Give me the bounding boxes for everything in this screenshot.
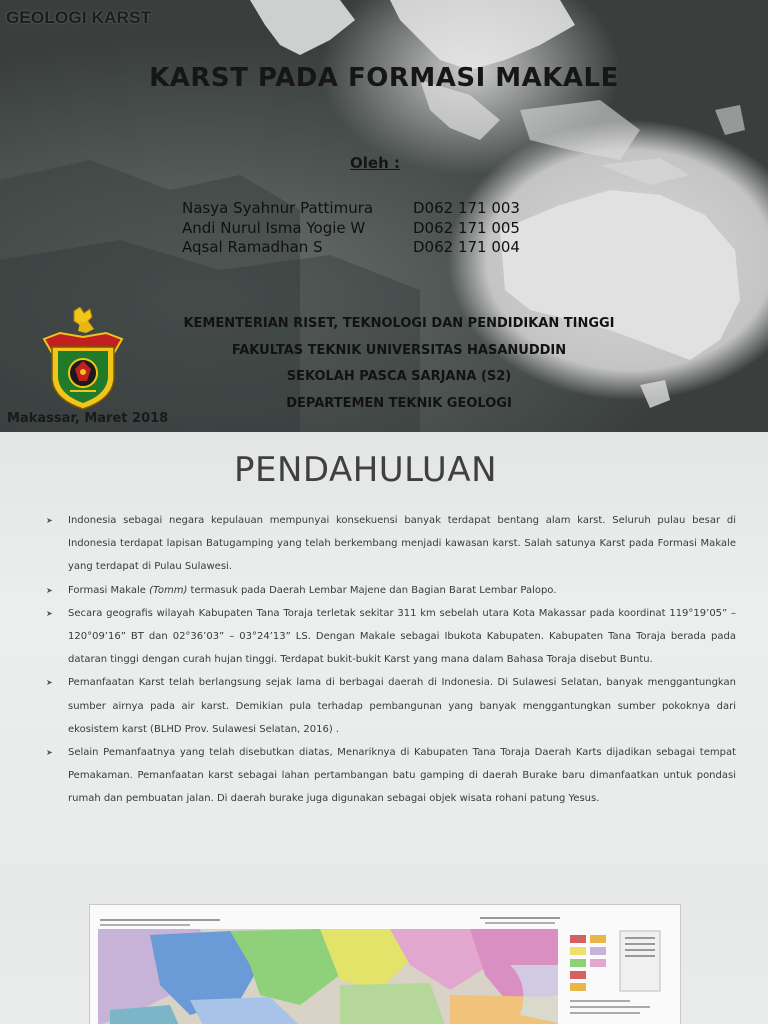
presentation-title: KARST PADA FORMASI MAKALE: [149, 63, 619, 93]
author-list: [182, 199, 520, 258]
slide-heading: PENDAHULUAN: [233, 450, 498, 490]
by-label: Oleh :: [350, 154, 400, 172]
geological-map-image: [89, 904, 681, 1024]
list-item: [46, 741, 736, 811]
arrow-bullet-icon: ➤: [46, 608, 53, 618]
author-name: Andi Nurul Isma Yogie W: [182, 218, 366, 237]
author-id: D062 171 003: [413, 199, 520, 217]
bullet-text: Selain Pemanfaatnya yang telah disebutkan diatas, Menariknya di Kabupaten Tana Toraja Daerah Karts dijadikan sebagai tempat Pemakaman. Pemanfaatan karst sebagai lahan pertambangan batu gamping di daerah Burake baru dimanfaatkan untuk pondasi rumah dan pembuatan jalan. Di daerah burake juga digunakan sebagai objek wisata rohani patung Yesus.: [68, 747, 736, 805]
bullet-text: Indonesia sebagai negara kepulauan mempunyai konsekuensi banyak terdapat bentang alam karst. Seluruh pulau besar di Indonesia terdapat lapisan Batugamping yang telah berkembang menjadi kawasan karst. Salah satunya Karst pada Formasi Makale yang terdapat di Pulau Sulawesi.: [68, 515, 736, 573]
department-name: DEPARTEMEN TEKNIK GEOLOGI: [286, 395, 512, 411]
author-name: Nasya Syahnur Pattimura: [182, 199, 374, 217]
list-item: [46, 671, 736, 741]
list-item: [46, 602, 736, 672]
author-id: D062 171 004: [413, 238, 520, 256]
arrow-bullet-icon: ➤: [46, 748, 53, 758]
institution-block: [160, 311, 638, 417]
bullet-text: Formasi Makale (Tomm) termasuk pada Daerah Lembar Majene dan Bagian Barat Lembar Palopo.: [68, 584, 557, 596]
formation-code: (Tomm): [149, 584, 188, 596]
arrow-bullet-icon: ➤: [46, 585, 53, 595]
faculty-name: FAKULTAS TEKNIK UNIVERSITAS HASANUDDIN: [231, 342, 567, 358]
bullet-text: Secara geografis wilayah Kabupaten Tana Toraja terletak sekitar 311 km sebelah utara Kota Makassar pada koordinat 119°19’05” – 120°09’16” BT dan 02°36’03” – 03°24’13” LS. Dengan Makale sebagai Ibukota Kabupaten. Kabupaten Tana Toraja berada pada dataran tinggi dengan curah hujan tinggi. Terdapat bukit-bukit Karst yang mana dalam Bahasa Toraja disebut Buntu.: [68, 607, 736, 666]
school-name: SEKOLAH PASCA SARJANA (S2): [286, 369, 512, 384]
ministry-name: KEMENTERIAN RISET, TEKNOLOGI DAN PENDIDIKAN TINGGI: [183, 316, 615, 331]
city-date: Makassar, Maret 2018: [7, 411, 169, 426]
list-item: [46, 579, 736, 602]
course-title: GEOLOGI KARST: [6, 8, 152, 27]
arrow-bullet-icon: ➤: [46, 516, 53, 525]
author-id: D062 171 005: [413, 218, 520, 237]
author-row: [182, 199, 520, 219]
list-item: [46, 509, 736, 579]
bullet-list: [46, 509, 736, 811]
author-name: Aqsal Ramadhan S: [182, 238, 323, 256]
title-slide: [0, 0, 768, 432]
geological-map-graphic: [90, 905, 680, 1024]
university-emblem-icon: [40, 307, 126, 411]
author-row: [182, 219, 520, 239]
arrow-bullet-icon: ➤: [46, 678, 53, 688]
introduction-slide: [0, 432, 768, 864]
author-row: [182, 238, 520, 258]
map-slide: [0, 864, 768, 1024]
bullet-text: Pemanfaatan Karst telah berlangsung sejak lama di berbagai daerah di Indonesia. Di Sulawesi Selatan, banyak menggantungkan sumber airnya pada air karst. Demikian pula terhadap pembangunan yang banyak menggantungkan sumber pokoknya dari ekosistem karst (BLHD Prov. Sulawesi Selatan, 2016) .: [68, 677, 736, 735]
